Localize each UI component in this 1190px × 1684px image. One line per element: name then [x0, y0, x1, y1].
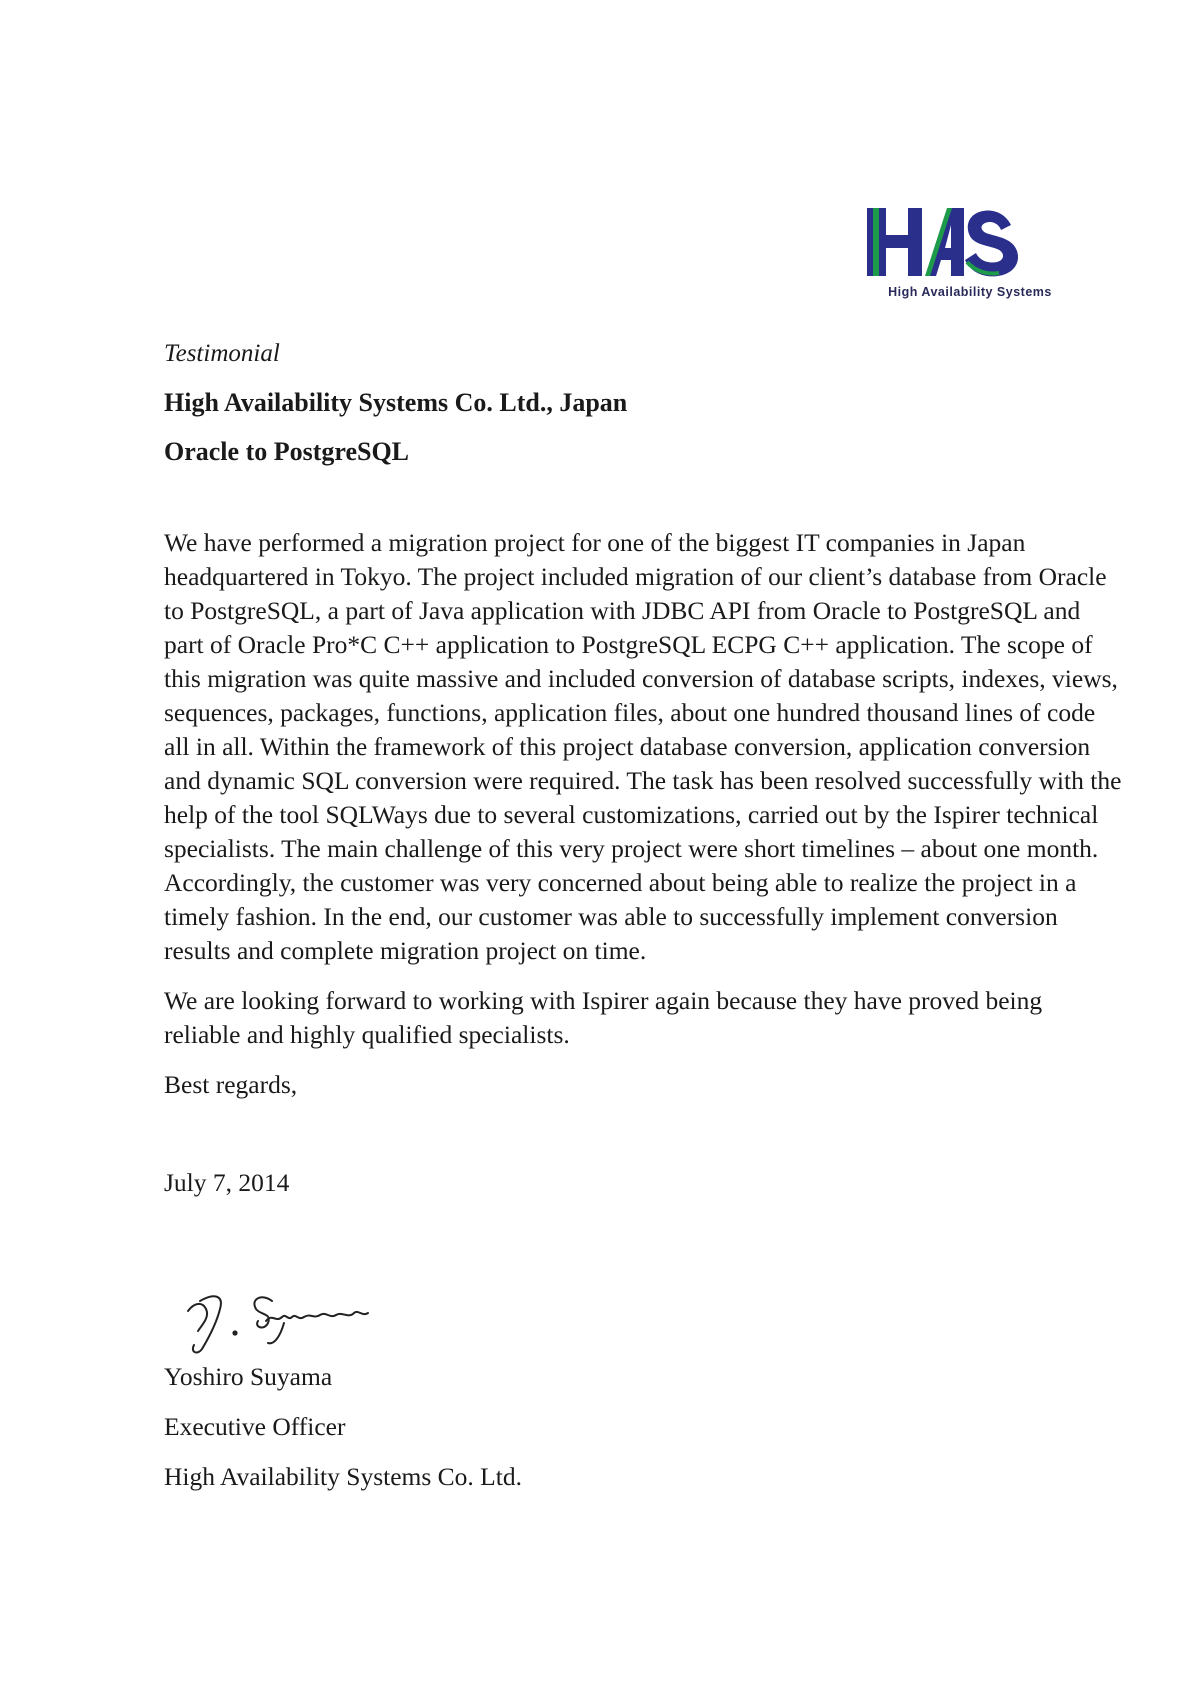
closing-line: Best regards, [164, 1070, 298, 1099]
signature-icon [180, 1283, 400, 1363]
handwritten-signature [180, 1283, 400, 1363]
paragraph-followup: We are looking forward to working with Ispirer again because they have proved being reliable and highly qualified specialists. [164, 986, 1043, 1049]
company-heading: High Availability Systems Co. Ltd., Japan [164, 388, 628, 417]
letter-body [164, 330, 1124, 1200]
paragraph-main: We have performed a migration project for one of the biggest IT companies in Japan headquartered in Tokyo. The project included migration of our client’s database from Oracle to PostgreSQL, a part of Java application with JDBC API from Oracle to PostgreSQL and part of Oracle Pro*C C++ application to PostgreSQL ECPG C++ application. The scope of this migration was quite massive and included conversion of database scripts, indexes, views, sequences, packages, functions, application files, about one hundred thousand lines of code all in all. Within the framework of this project database conversion, application conversion and dynamic SQL conversion were required. The task has been resolved successfully with the help of the tool SQLWays due to several customizations, carried out by the Ispirer technical specialists. The main challenge of this very project were short timelines – about one month. Accordingly, the customer was very concerned about being able to realize the project in a timely fashion. In the end, our customer was able to successfully implement conversion results and complete migration project on time. [164, 528, 1122, 965]
signer-name: Yoshiro Suyama [164, 1362, 333, 1391]
document-type: Testimonial [164, 340, 280, 367]
subject-heading: Oracle to PostgreSQL [164, 437, 410, 466]
company-logo [855, 205, 1085, 305]
letter-date: July 7, 2014 [164, 1168, 290, 1197]
has-logo-icon [855, 205, 1085, 283]
signer-block [164, 1352, 864, 1502]
signer-title: Executive Officer [164, 1412, 346, 1441]
signer-company: High Availability Systems Co. Ltd. [164, 1462, 522, 1491]
logo-caption: High Availability Systems [888, 285, 1052, 299]
